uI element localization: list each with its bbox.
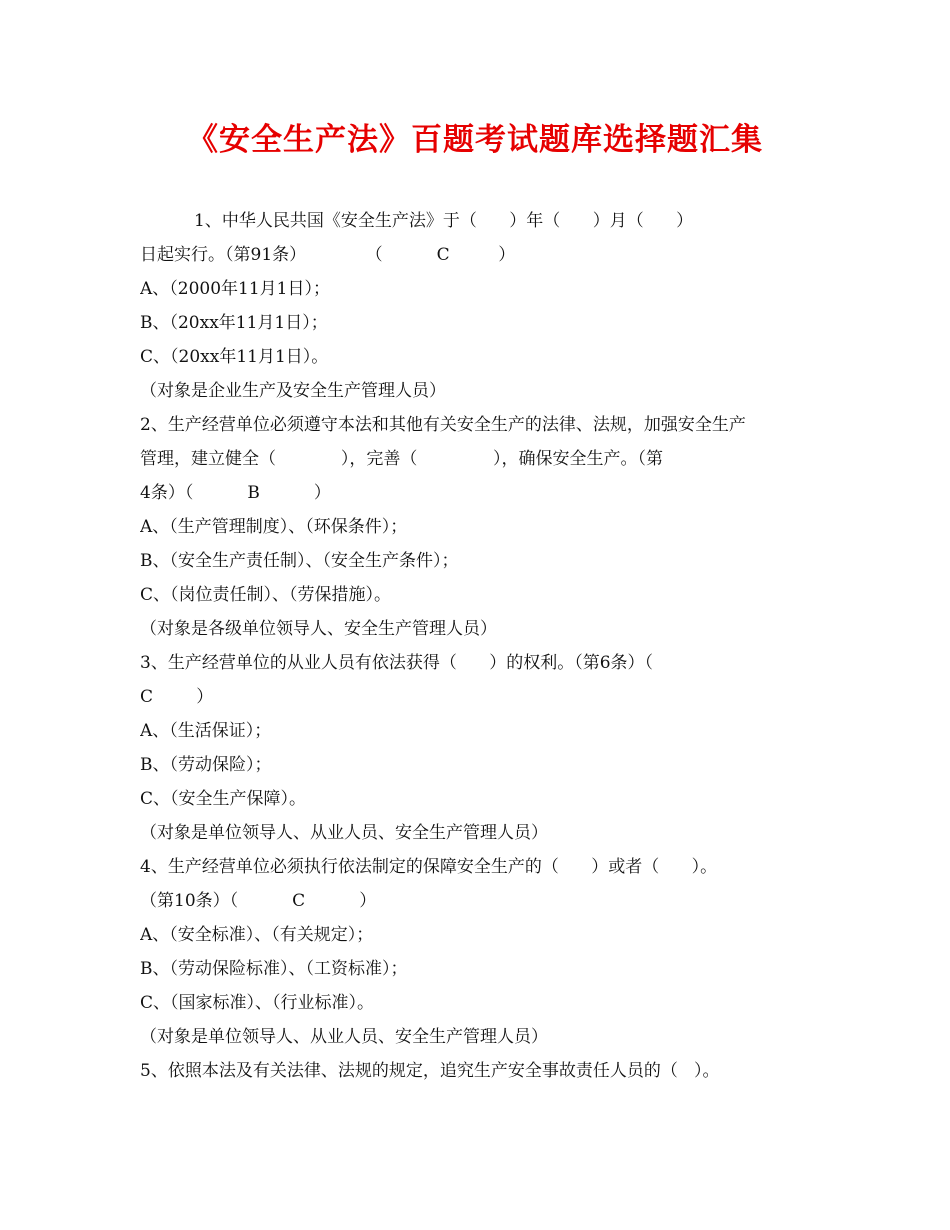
- text-line: 4条）（ B ）: [140, 483, 331, 503]
- text-line: 日起实行。（第91条） （ C ）: [140, 245, 516, 265]
- text-line: （对象是单位领导人、从业人员、安全生产管理人员）: [140, 823, 548, 843]
- text-line: B、（安全生产责任制）、（安全生产条件）；: [140, 551, 459, 571]
- text-line: 管理，建立健全（ ），完善（ ），确保安全生产。（第: [140, 449, 663, 469]
- document-body: [140, 204, 820, 1088]
- text-line: C、（20xx年11月1日）。: [140, 347, 329, 367]
- text-line: 5、依照本法及有关法律、法规的规定，追究生产安全事故责任人员的（ ）。: [140, 1061, 720, 1081]
- text-line: C、（国家标准）、（行业标准）。: [140, 993, 375, 1013]
- text-line: （对象是各级单位领导人、安全生产管理人员）: [140, 619, 497, 639]
- text-line: A、（2000年11月1日）；: [140, 279, 330, 299]
- text-line: C、（安全生产保障）。: [140, 789, 307, 809]
- text-line: （第10条）（ C ）: [140, 891, 377, 911]
- text-line: 3、生产经营单位的从业人员有依法获得（ ）的权利。（第6条）（: [140, 653, 654, 673]
- text-line: C ）: [140, 687, 214, 707]
- text-line: 4、生产经营单位必须执行依法制定的保障安全生产的（ ）或者（ ）。: [140, 857, 718, 877]
- document-title: 《安全生产法》百题考试题库选择题汇集: [187, 122, 763, 158]
- text-line: B、（劳动保险标准）、（工资标准）；: [140, 959, 408, 979]
- text-line: （对象是企业生产及安全生产管理人员）: [140, 381, 446, 401]
- text-line: 2、生产经营单位必须遵守本法和其他有关安全生产的法律、法规，加强安全生产: [140, 415, 746, 435]
- text-line: C、（岗位责任制）、（劳保措施）。: [140, 585, 392, 605]
- text-line: A、（生产管理制度）、（环保条件）；: [140, 517, 408, 537]
- text-line: 1、中华人民共国《安全生产法》于（ ）年（ ）月（ ）: [140, 211, 694, 231]
- text-line: （对象是单位领导人、从业人员、安全生产管理人员）: [140, 1027, 548, 1047]
- text-line: A、（安全标准）、（有关规定）；: [140, 925, 374, 945]
- text-line: B、（20xx年11月1日）；: [140, 313, 328, 333]
- text-line: A、（生活保证）；: [140, 721, 272, 741]
- text-line: B、（劳动保险）；: [140, 755, 272, 775]
